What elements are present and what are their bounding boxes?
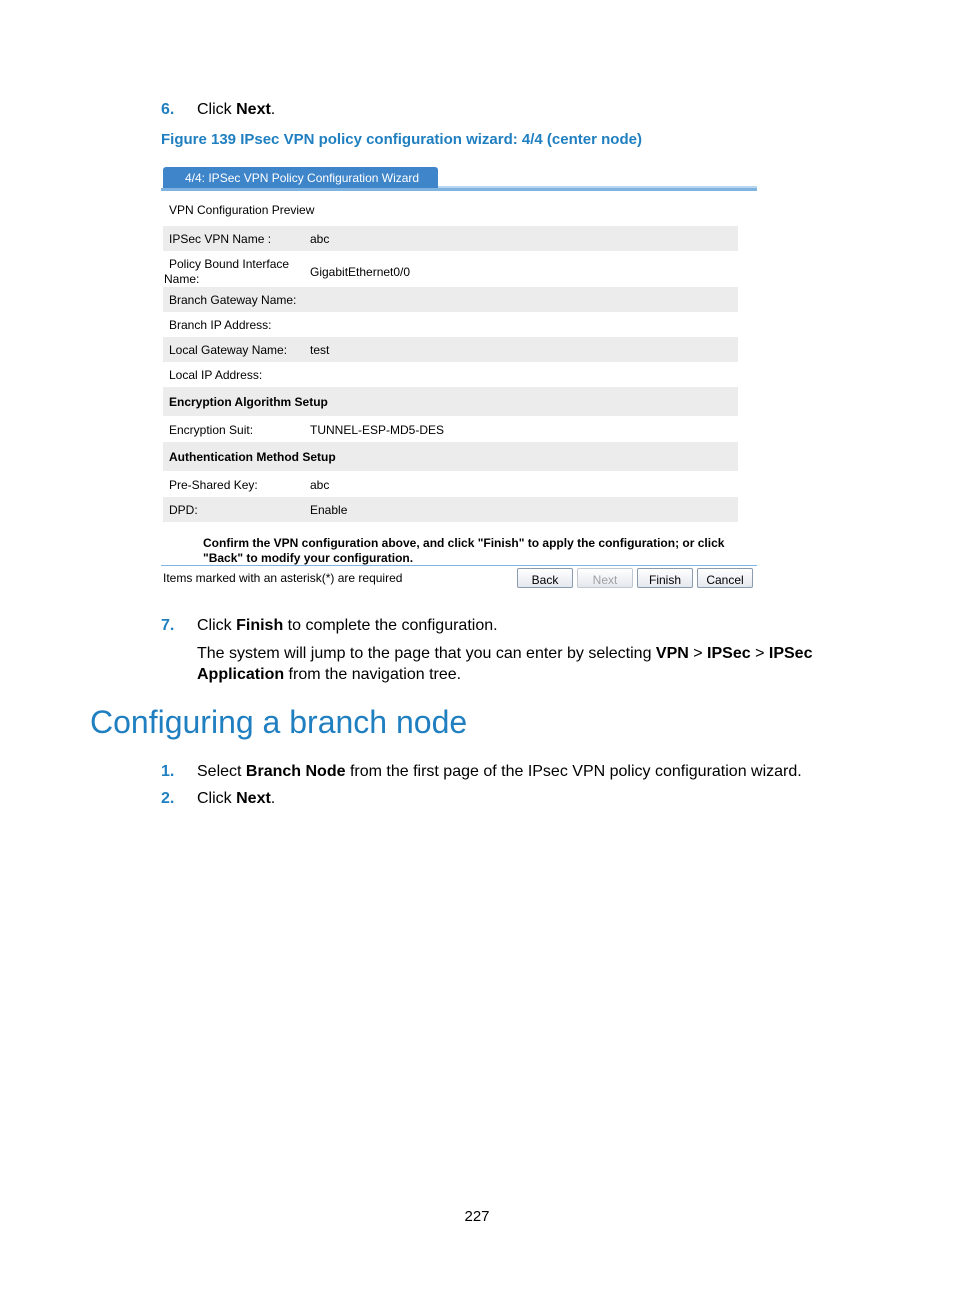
encryption-section-header bbox=[163, 387, 738, 416]
step-text: Click Next. bbox=[197, 790, 276, 807]
preview-row bbox=[163, 416, 738, 442]
preview-row bbox=[163, 287, 738, 312]
row-label: Pre-Shared Key: bbox=[169, 478, 258, 492]
preview-row bbox=[163, 226, 738, 251]
tab-divider bbox=[161, 188, 757, 191]
preview-section-title: VPN Configuration Preview bbox=[169, 203, 315, 217]
preview-row bbox=[163, 471, 738, 497]
preview-row bbox=[163, 337, 738, 362]
back-button[interactable]: Back bbox=[517, 568, 573, 588]
row-label: Encryption Suit: bbox=[169, 423, 254, 437]
figure-caption: Figure 139 IPsec VPN policy configuration wizard: 4/4 (center node) bbox=[161, 131, 642, 148]
section-heading: Configuring a branch node bbox=[90, 704, 468, 740]
row-label: Branch Gateway Name: bbox=[169, 293, 297, 307]
next-button[interactable]: Next bbox=[577, 568, 633, 588]
divider bbox=[161, 565, 757, 566]
row-label: IPSec VPN Name : bbox=[169, 232, 272, 246]
row-label: Name: bbox=[164, 272, 200, 286]
row-value: abc bbox=[310, 478, 330, 492]
page-number: 227 bbox=[464, 1208, 490, 1225]
row-label: Policy Bound Interface bbox=[169, 257, 290, 271]
step-text: Click Finish to complete the configuration. bbox=[197, 617, 498, 634]
row-label: Branch IP Address: bbox=[169, 318, 272, 332]
step-number: 2. bbox=[161, 790, 175, 807]
section-header-label: Authentication Method Setup bbox=[169, 450, 336, 464]
jump-paragraph: The system will jump to the page that you can enter by selecting VPN > IPSec > IPSec Application from the navigation tree. bbox=[197, 645, 813, 683]
authentication-section-header bbox=[163, 442, 738, 471]
wizard-tab[interactable]: 4/4: IPSec VPN Policy Configuration Wizard bbox=[163, 167, 438, 190]
vpn-wizard-panel bbox=[161, 163, 757, 593]
preview-row bbox=[163, 497, 738, 522]
row-value: Enable bbox=[310, 503, 348, 517]
section-header-label: Encryption Algorithm Setup bbox=[169, 395, 328, 409]
row-label: Local Gateway Name: bbox=[169, 343, 288, 357]
cancel-button[interactable]: Cancel bbox=[697, 568, 753, 588]
preview-row bbox=[163, 252, 738, 288]
required-note: Items marked with an asterisk(*) are required bbox=[163, 571, 403, 585]
preview-row bbox=[163, 362, 738, 387]
step-number: 1. bbox=[161, 763, 175, 780]
row-value: abc bbox=[310, 232, 330, 246]
finish-button[interactable]: Finish bbox=[637, 568, 693, 588]
step-number: 7. bbox=[161, 617, 175, 634]
row-label: DPD: bbox=[169, 503, 198, 517]
row-value: test bbox=[310, 343, 330, 357]
step-text: Click Next. bbox=[197, 101, 276, 118]
step-number: 6. bbox=[161, 101, 175, 118]
confirm-message: Confirm the VPN configuration above, and click "Finish" to apply the configuration; or click "Back" to modify your configuration. bbox=[203, 536, 725, 565]
step-text: Select Branch Node from the first page of the IPsec VPN policy configuration wizard. bbox=[197, 763, 802, 780]
row-label: Local IP Address: bbox=[169, 368, 263, 382]
row-value: TUNNEL-ESP-MD5-DES bbox=[310, 423, 445, 437]
preview-row bbox=[163, 312, 738, 337]
row-value: GigabitEthernet0/0 bbox=[310, 265, 411, 279]
